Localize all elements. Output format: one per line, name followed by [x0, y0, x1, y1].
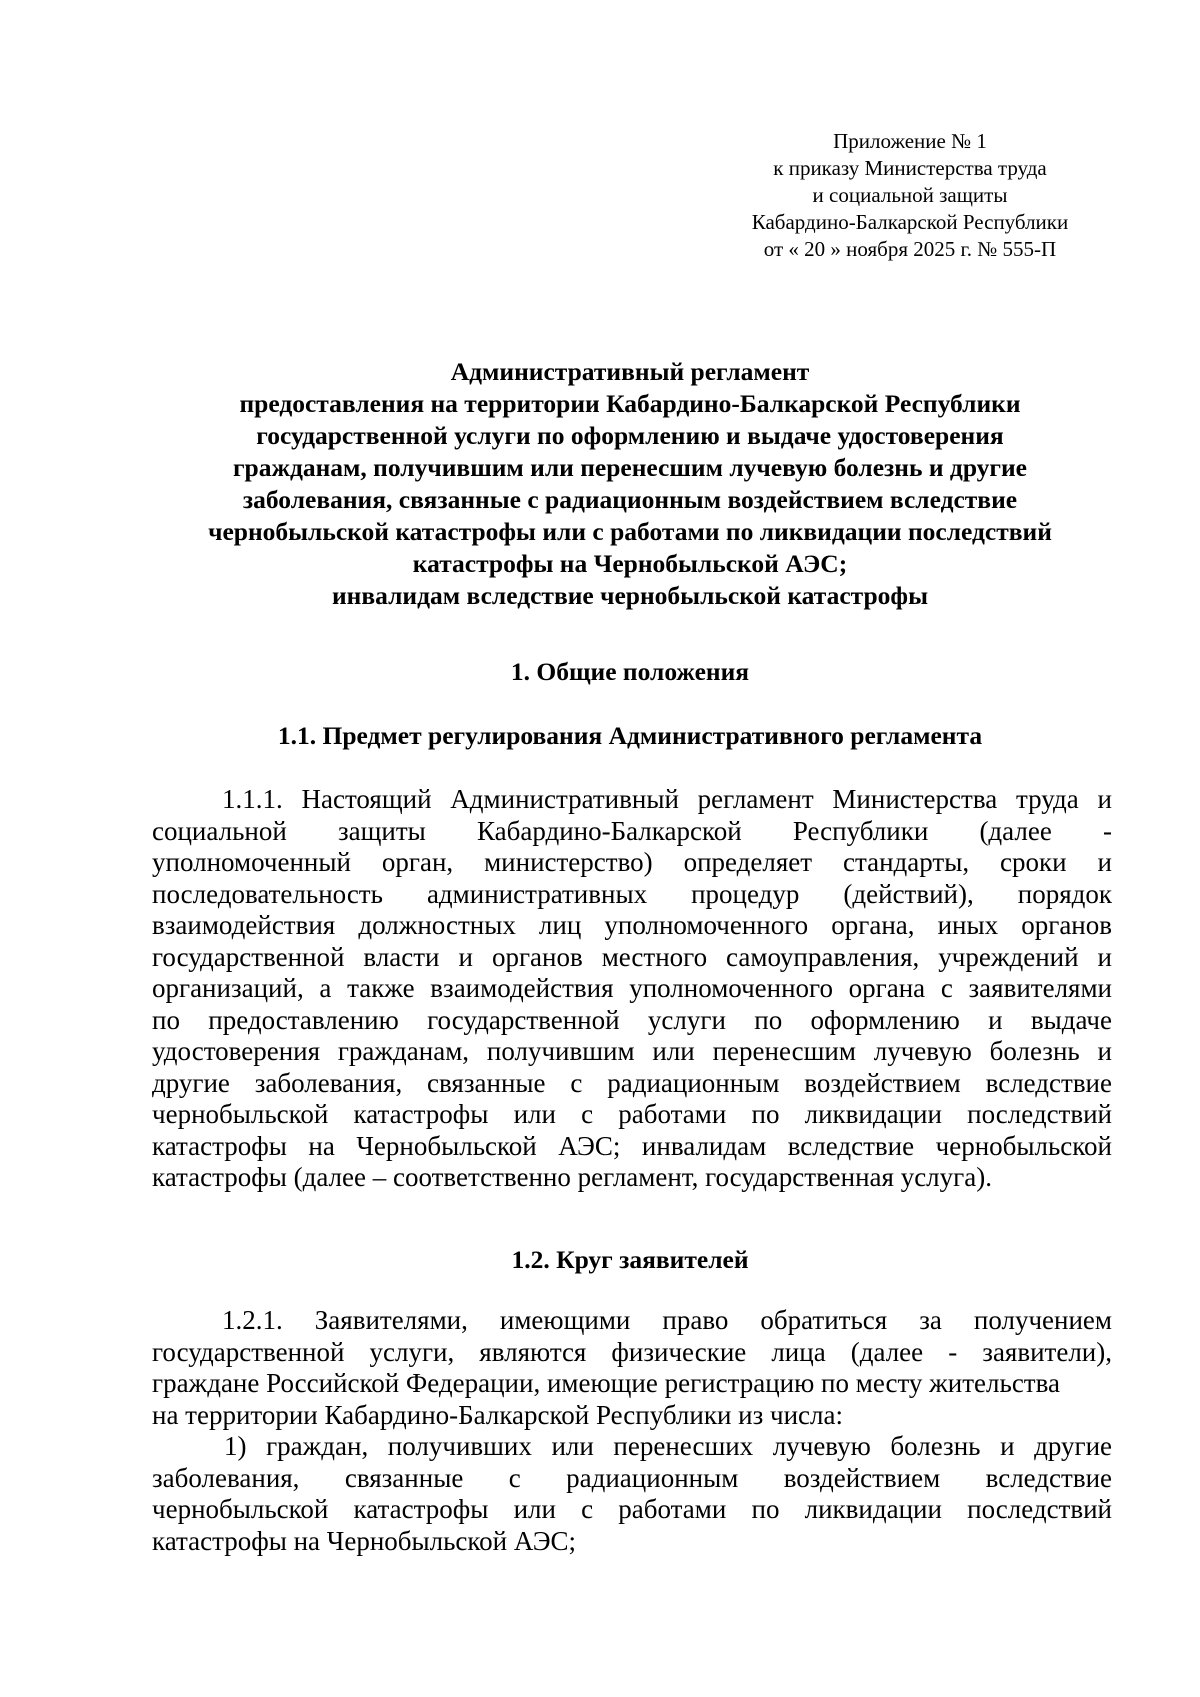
paragraph-line: удостоверения гражданам, получившим или перенесшим лучевую болезнь и — [152, 1036, 1112, 1066]
paragraph-line: государственной власти и органов местного самоуправления, учреждений и — [152, 941, 1112, 972]
appendix-line: к приказу Министерства труда — [773, 156, 1047, 180]
paragraph-line: взаимодействия должностных лиц уполномоченного органа, иных органов — [152, 910, 1112, 940]
section-heading: 1. Общие положения — [510, 657, 750, 686]
appendix-block — [720, 128, 1100, 263]
paragraph-line: организаций, а также взаимодействия уполномоченного органа с заявителями — [152, 973, 1112, 1003]
paragraph-line: 1.1.1. Настоящий Административный регламент Министерства труда и — [222, 784, 1112, 814]
subsection-heading: 1.2. Круг заявителей — [511, 1245, 749, 1274]
title-line: предоставления на территории Кабардино-Балкарской Республики — [239, 389, 1021, 418]
title-line: гражданам, получившим или перенесшим лучевую болезнь и другие — [232, 453, 1028, 482]
title-line: чернобыльской катастрофы или с работами по ликвидации последствий — [208, 517, 1052, 546]
paragraph-line: 1.2.1. Заявителями, имеющими право обратиться за получением — [222, 1305, 1112, 1335]
paragraph-line: на территории Кабардино-Балкарской Республики из числа: — [152, 1399, 843, 1430]
appendix-line: от « 20 » ноября 2025 г. № 555-П — [763, 237, 1057, 261]
paragraph-line: государственной услуги, являются физические лица (далее - заявители), — [152, 1336, 1112, 1367]
title-line: Административный регламент — [450, 357, 810, 386]
title-line: катастрофы на Чернобыльской АЭС; — [412, 549, 848, 578]
paragraph-line: граждане Российской Федерации, имеющие регистрацию по месту жительства — [152, 1368, 1060, 1398]
appendix-line: Приложение № 1 — [833, 129, 987, 153]
paragraph-line: последовательность административных процедур (действий), порядок — [152, 878, 1112, 909]
document-title — [150, 356, 1110, 612]
paragraph-line: по предоставлению государственной услуги по оформлению и выдаче — [152, 1004, 1112, 1035]
paragraph-1-2-1 — [152, 1305, 1112, 1431]
paragraph-line: чернобыльской катастрофы или с работами по ликвидации последствий — [152, 1099, 1112, 1129]
paragraph-line: катастрофы (далее – соответственно регламент, государственная услуга). — [152, 1162, 992, 1192]
paragraph-line: 1) граждан, получивших или перенесших лучевую болезнь и другие — [224, 1431, 1112, 1461]
paragraph-1-1-1 — [152, 784, 1112, 1194]
title-line: государственной услуги по оформлению и выдаче удостоверения — [256, 421, 1004, 450]
paragraph-line: катастрофы на Чернобыльской АЭС; — [152, 1525, 577, 1556]
title-line: заболевания, связанные с радиационным воздействием вследствие — [242, 485, 1018, 514]
appendix-line: Кабардино-Балкарской Республики — [751, 210, 1069, 234]
paragraph-line: социальной защиты Кабардино-Балкарской Республики (далее - — [152, 815, 1112, 846]
paragraph-line: чернобыльской катастрофы или с работами по ликвидации последствий — [152, 1494, 1112, 1524]
paragraph-list-item-1 — [152, 1431, 1112, 1557]
paragraph-line: катастрофы на Чернобыльской АЭС; инвалидам вследствие чернобыльской — [152, 1130, 1112, 1161]
paragraph-line: другие заболевания, связанные с радиационным воздействием вследствие — [152, 1067, 1112, 1098]
paragraph-line: уполномоченный орган, министерство) определяет стандарты, сроки и — [152, 847, 1112, 877]
subsection-heading: 1.1. Предмет регулирования Административного регламента — [277, 721, 983, 750]
appendix-line: и социальной защиты — [812, 183, 1008, 207]
title-line: инвалидам вследствие чернобыльской катастрофы — [331, 581, 928, 610]
paragraph-line: заболевания, связанные с радиационным воздействием вследствие — [152, 1462, 1112, 1493]
